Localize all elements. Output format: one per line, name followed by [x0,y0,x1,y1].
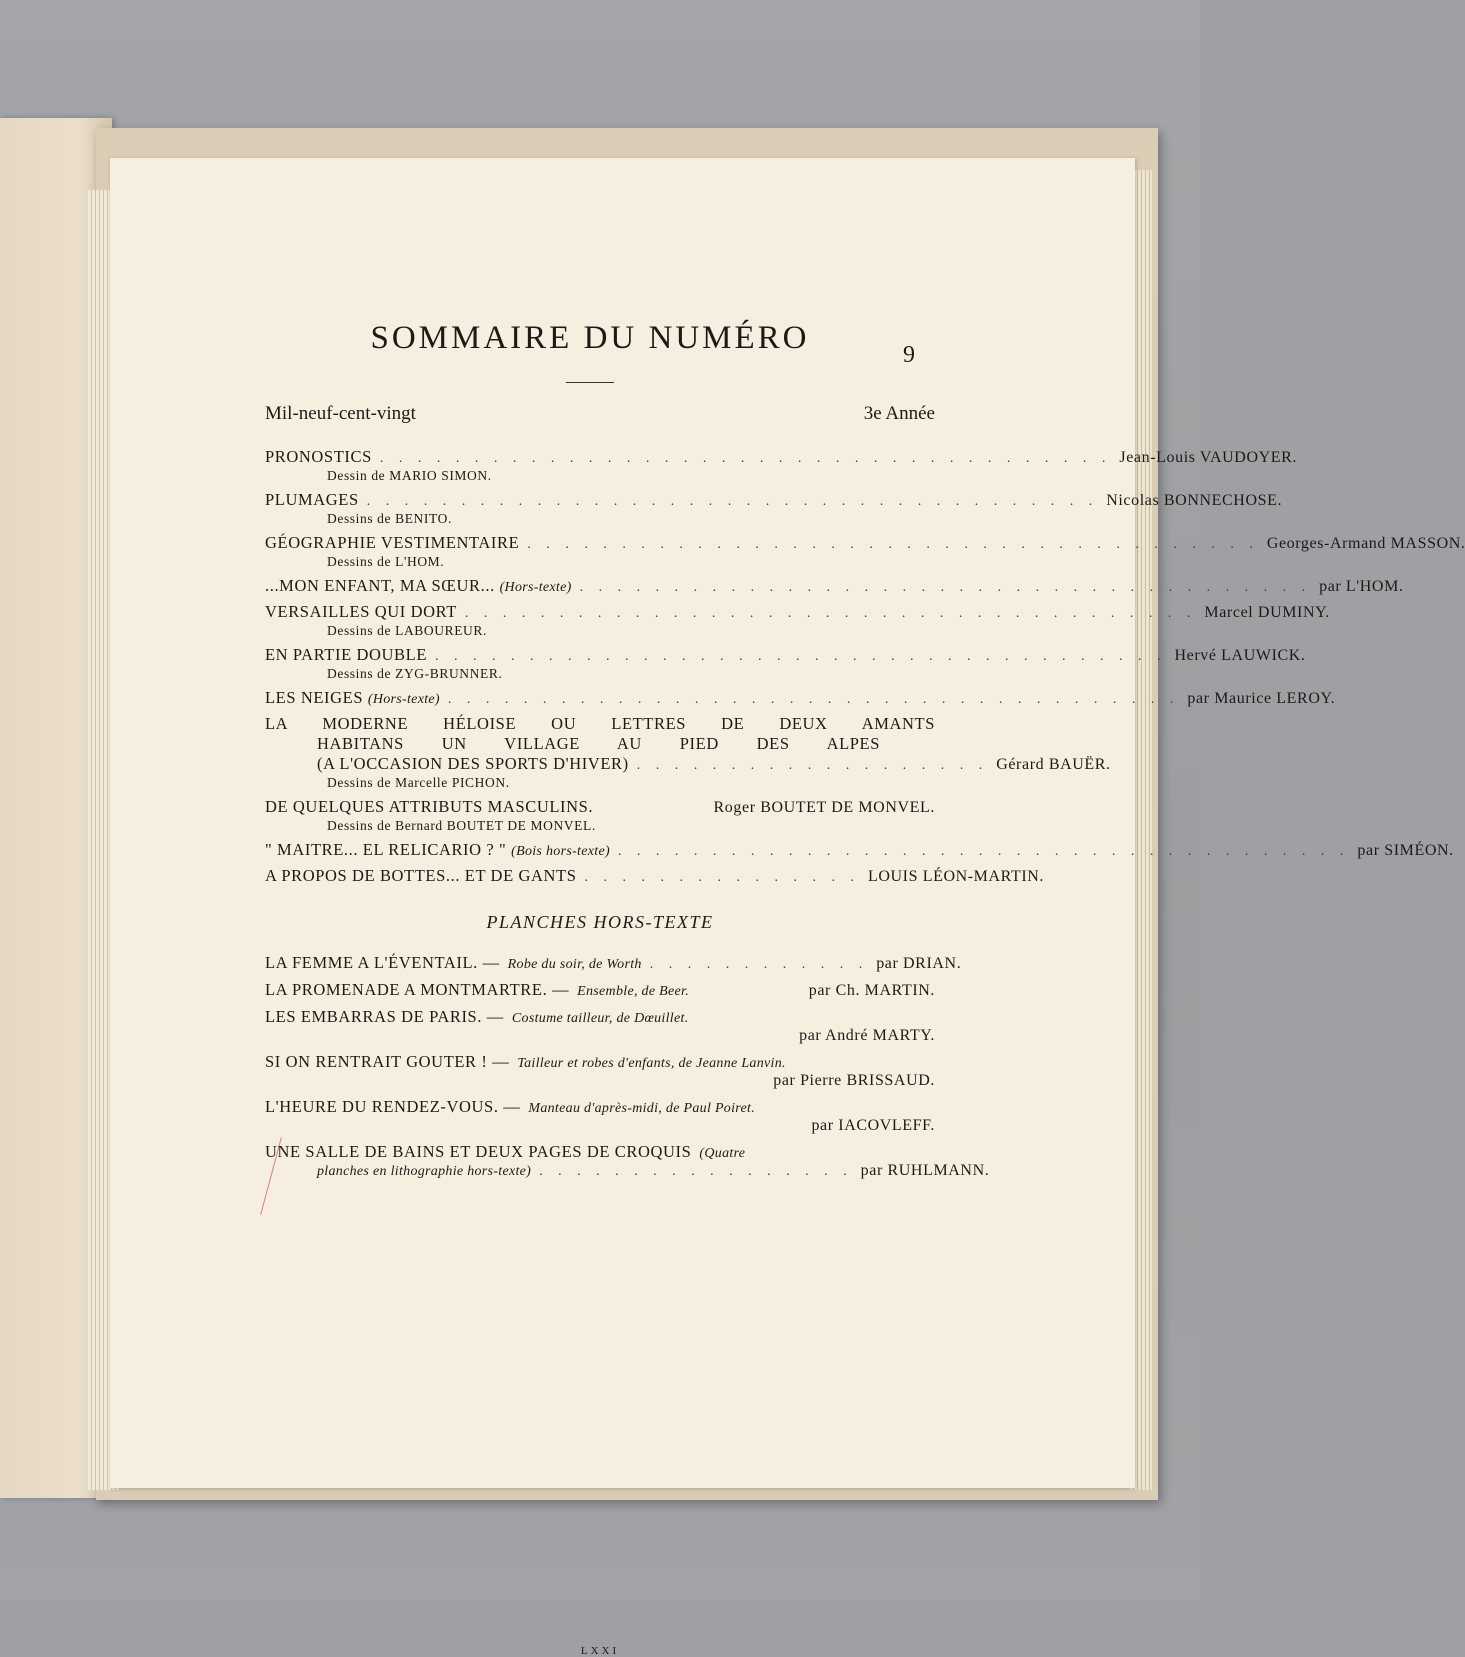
dot-leader: . . . . . . . . . . . . . . . . . . . . . . . . . . . . . . . . . . . . . . . [379,451,1112,466]
plate-description-continued: planches en lithographie hors-texte) [317,1164,532,1179]
entry-author: par Maurice LEROY. [1187,690,1336,707]
entry-illustrator: Dessins de BENITO. [327,511,452,526]
table-of-contents [265,320,1465,1657]
entry-author: par SIMÉON. [1357,842,1454,859]
entry-title: GÉOGRAPHIE VESTIMENTAIRE [265,533,520,552]
entry-note: (Bois hors-texte) [511,844,610,859]
dot-leader: . . . . . . . . . . . . . . . . . . . . . . . . . . . . . . . . . . . . . . . [579,580,1312,595]
plate-description: (Quatre [699,1146,746,1161]
title-rule [566,382,614,383]
entry-illustrator: Dessins de Bernard BOUTET DE MONVEL. [327,818,596,833]
plate-description: Robe du soir, de Worth [507,957,642,972]
toc-entry [265,447,1297,484]
plate-author: par RUHLMANN. [860,1162,990,1179]
entry-author: par L'HOM. [1319,578,1404,595]
plate-title: UNE SALLE DE BAINS ET DEUX PAGES DE CROQUIS [265,1142,692,1161]
page-title: SOMMAIRE DU NUMÉRO [370,320,810,356]
toc-entry-moderne-heloise [265,714,1111,791]
plates-heading: PLANCHES HORS-TEXTE [486,912,714,932]
plate-description: Costume tailleur, de Dœuillet. [511,1011,689,1026]
plate-author: par Pierre BRISSAUD. [773,1072,935,1089]
toc-entry [265,688,1336,708]
toc-entry [265,840,1454,860]
entry-illustrator: Dessin de MARIO SIMON. [327,468,492,483]
dot-leader: . . . . . . . . . . . . . . . . . . . [636,758,989,773]
entry-title: DE QUELQUES ATTRIBUTS MASCULINS. [265,797,594,816]
dot-leader: . . . . . . . . . . . . . . . . . . . . . . . . . . . . . . . . . . . . . . . [435,649,1167,664]
plate-entry [265,1007,935,1045]
entry-title: " MAITRE... EL RELICARIO ? " [265,840,507,859]
dot-leader: . . . . . . . . . . . . . . . . . . . . . . . . . . . . . . . . . . . . . . . [366,494,1099,509]
entry-illustrator: Dessins de ZYG-BRUNNER. [327,666,503,681]
entry-author: Nicolas BONNECHOSE. [1106,492,1283,509]
entry-title: LES NEIGES [265,688,364,707]
plate-title: SI ON RENTRAIT GOUTER ! — [265,1052,510,1071]
entry-author: Marcel DUMINY. [1204,604,1330,621]
toc-entry [265,866,1045,886]
plate-entry [265,980,935,1000]
entry-title: EN PARTIE DOUBLE [265,645,427,664]
entry-title: PLUMAGES [265,490,359,509]
plate-description: Tailleur et robes d'enfants, de Jeanne Lanvin. [517,1056,786,1071]
plate-title: LA PROMENADE A MONTMARTRE. — [265,980,570,999]
entry-author: Georges-Armand MASSON. [1266,535,1465,552]
entry-title: ...MON ENFANT, MA SŒUR... [265,576,495,595]
entry-title: A PROPOS DE BOTTES... ET DE GANTS [265,866,577,885]
toc-entry [265,576,1404,596]
entry-title: VERSAILLES QUI DORT [265,602,457,621]
dot-leader: . . . . . . . . . . . . . . . [584,870,860,885]
plate-entry [265,1052,935,1090]
entry-note: (Hors-texte) [367,692,440,707]
plate-author: par IACOVLEFF. [811,1117,935,1134]
entry-title-line-1: LA MODERNE HÉLOISE OU LETTRES DE DEUX AMANTS [265,714,935,733]
plate-description: Ensemble, de Beer. [577,984,690,999]
toc-entry [265,490,1283,527]
entry-title-line-3: (A L'OCCASION DES SPORTS D'HIVER) [317,754,629,773]
title-row [265,320,935,380]
plate-title: LES EMBARRAS DE PARIS. — [265,1007,504,1026]
plate-author: par DRIAN. [876,955,962,972]
entry-author: LOUIS LÉON-MARTIN. [867,868,1045,885]
entry-illustrator: Dessins de Marcelle PICHON. [327,775,510,790]
entry-author: Gérard BAUËR. [996,756,1111,773]
entry-illustrator: Dessins de LABOUREUR. [327,623,487,638]
plate-author: par André MARTY. [799,1027,935,1044]
plate-author: par Ch. MARTIN. [808,982,935,999]
dot-leader: . . . . . . . . . . . . . . . . . . . . . . . . . . . . . . . . . . . . . . . [617,844,1350,859]
toc-entry [265,602,1330,639]
dot-leader: . . . . . . . . . . . . . . . . . . . . . . . . . . . . . . . . . . . . . . . [447,692,1180,707]
plate-title: L'HEURE DU RENDEZ-VOUS. — [265,1097,521,1116]
plate-description: Manteau d'après-midi, de Paul Poiret. [528,1101,756,1116]
volume-label: 3e Année [863,403,935,424]
dot-leader: . . . . . . . . . . . . [649,957,869,972]
plate-entry-ruhlmann [265,1142,990,1180]
plate-title: LA FEMME A L'ÉVENTAIL. — [265,953,500,972]
entry-title-line-2: HABITANS UN VILLAGE AU PIED DES ALPES [317,734,880,753]
entry-illustrator: Dessins de L'HOM. [327,554,445,569]
issue-number: 9 [903,342,915,368]
plate-entry [265,1097,935,1135]
toc-entry [265,533,1465,570]
dot-leader: . . . . . . . . . . . . . . . . . [539,1164,853,1179]
entry-author: Hervé LAUWICK. [1174,647,1306,664]
issue-meta [265,403,935,425]
year-label: Mil-neuf-cent-vingt [265,403,416,424]
entry-note: (Hors-texte) [499,580,572,595]
dot-leader: . . . . . . . . . . . . . . . . . . . . . . . . . . . . . . . . . . . . . . . [464,606,1197,621]
entry-title: PRONOSTICS [265,447,372,466]
toc-entry [265,645,1306,682]
entry-author: Roger BOUTET DE MONVEL. [713,799,935,816]
dot-leader: . . . . . . . . . . . . . . . . . . . . . . . . . . . . . . . . . . . . . . . [527,537,1259,552]
entry-author: Jean-Louis VAUDOYER. [1119,449,1297,466]
toc-entry [265,797,935,834]
page-folio: LXXI [580,1645,620,1657]
plate-entry [265,953,962,973]
